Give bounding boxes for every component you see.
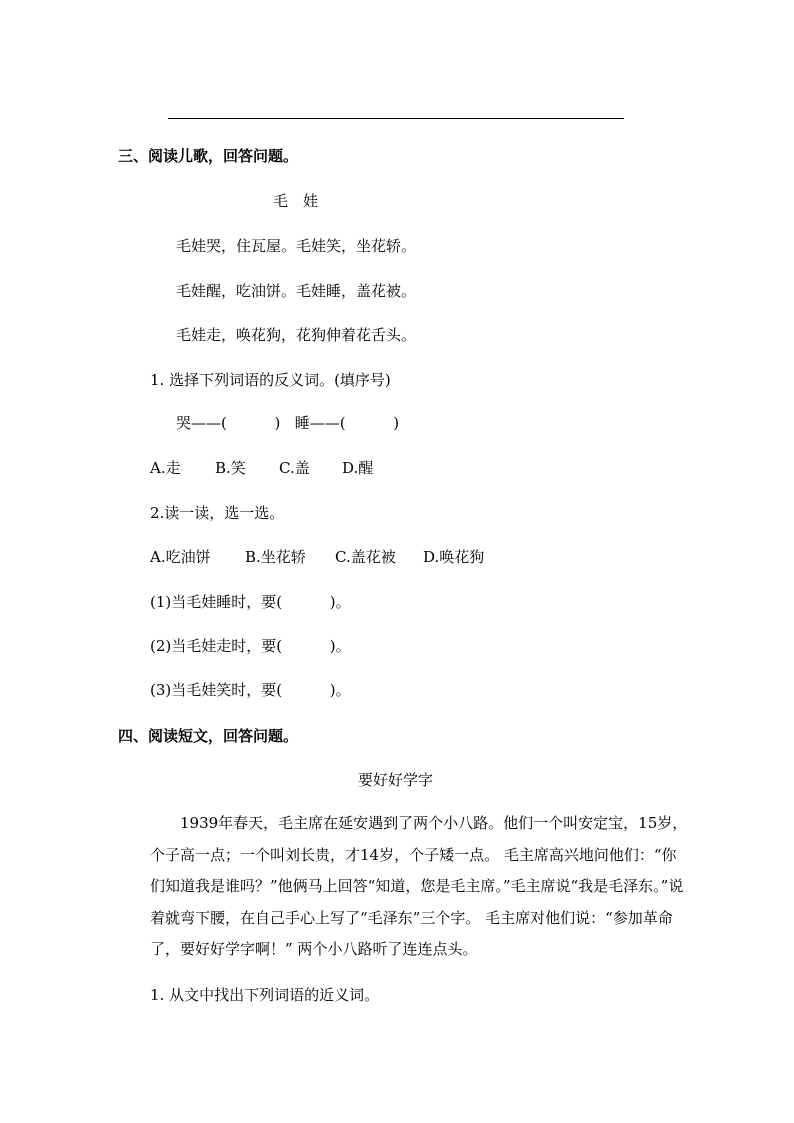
section4-heading: 四、阅读短文，回答问题。 [118, 727, 299, 745]
q2-option: C.盖花被 [335, 548, 396, 566]
q1-option: A.走 [150, 459, 181, 477]
q2-prompt: 2.读一读，选一选。 [150, 504, 285, 522]
q2-item: (1)当毛娃睡时，要( )。 [150, 593, 351, 611]
q2-option: A.吃油饼 [150, 548, 211, 566]
section4-q1-prompt: 1. 从文中找出下列词语的近义词。 [150, 986, 380, 1004]
poem-line: 毛娃走，唤花狗，花狗伸着花舌头。 [176, 326, 417, 344]
poem-line: 毛娃醒，吃油饼。毛娃睡，盖花被。 [176, 282, 417, 300]
story-paragraph [150, 808, 690, 966]
q2-option: D.唤花狗 [423, 548, 485, 566]
q1-blanks: 哭——( ) 睡——( ) [176, 414, 400, 432]
top-rule [168, 118, 624, 119]
q2-item: (3)当毛娃笑时，要( )。 [150, 681, 351, 699]
q2-item: (2)当毛娃走时，要( )。 [150, 637, 351, 655]
poem-line: 毛娃哭，住瓦屋。毛娃笑，坐花轿。 [176, 237, 417, 255]
q1-option: D.醒 [342, 459, 374, 477]
section3-heading: 三、阅读儿歌，回答问题。 [118, 147, 299, 165]
q2-option: B.坐花轿 [245, 548, 306, 566]
q1-option: B.笑 [215, 459, 246, 477]
q1-option: C.盖 [279, 459, 310, 477]
story-text: 1939年春天，毛主席在延安遇到了两个小八路。他们一个叫安定宝，15岁，个子高一点；一个叫刘长贵，才14岁，个子矮一点。 毛主席高兴地问他们：“你们知道我是谁吗？”他俩马上回答“知道，您是毛主席。”毛主席说“我是毛泽东。”说着就弯下腰，在自己手心上写了“毛泽东”三个字。 毛主席对他们说：“参加革命了，要好好学字啊！” 两个小八路听了连连点头。 [150, 814, 688, 958]
story-title: 要好好学字 [358, 771, 434, 789]
poem-title: 毛 娃 [273, 192, 319, 210]
q1-prompt: 1. 选择下列词语的反义词。(填序号) [150, 371, 391, 389]
